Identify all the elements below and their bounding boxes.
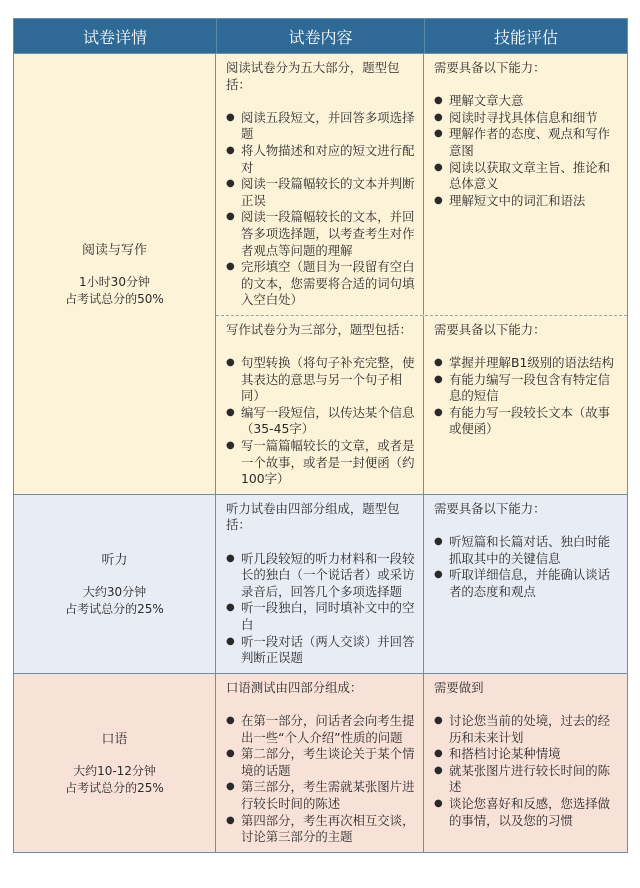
content-intro: 听力试卷由四部分组成，题型包括： xyxy=(226,500,400,533)
bullet-icon: ● xyxy=(434,714,443,726)
list-item: ● 听几段较短的听力材料和一段较长的独白（一个说话者）或采访录音后，回答几个多项选择题 xyxy=(226,550,415,599)
section-info xyxy=(14,674,216,852)
list-item: ● 听一段对话（两人交谈）并回答判断正误题 xyxy=(226,633,415,666)
bullet-icon: ● xyxy=(226,211,235,223)
bullet-icon: ● xyxy=(434,161,443,173)
list-item: ● 听短篇和长篇对话、独白时能抓取其中的关键信息 xyxy=(434,534,611,566)
section-subrows xyxy=(216,54,627,494)
table-row-speaking xyxy=(14,673,627,852)
list-item: ● 阅读以获取文章主旨、推论和总体意义 xyxy=(434,159,611,192)
content-cell xyxy=(216,495,424,673)
skills-cell xyxy=(424,54,627,315)
bullet-icon: ● xyxy=(226,781,235,793)
list-item: ● 理解作者的态度、观点和写作意图 xyxy=(434,126,611,158)
exam-table xyxy=(13,18,628,853)
section-duration-weight: 1小时30分钟 占考试总分的50% xyxy=(65,275,164,307)
content-cell xyxy=(216,316,424,494)
bullet-icon: ● xyxy=(226,714,235,726)
list-item: ● 讨论您当前的处境，过去的经历和未来计划 xyxy=(434,712,611,745)
list-item: ● 完形填空（题目为一段留有空白的文本，您需要将合适的词句填入空白处） xyxy=(226,259,415,308)
list-item: ● 第四部分，考生再次相互交谈，讨论第三部分的主题 xyxy=(226,812,415,845)
bullet-icon: ● xyxy=(434,764,443,776)
list-item: ● 理解文章大意 xyxy=(434,93,524,109)
header-skills-assessment: 技能评估 xyxy=(424,19,627,53)
section-info xyxy=(14,54,216,494)
list-item: ● 第三部分，考生需就某张图片进行较长时间的陈述 xyxy=(226,779,415,811)
section-duration-weight: 大约30分钟 占考试总分的25% xyxy=(65,585,164,617)
section-info xyxy=(14,495,216,673)
list-item: ● 理解短文中的词汇和语法 xyxy=(434,192,586,208)
table-row-listening xyxy=(14,494,627,673)
list-item: ● 阅读一段篇幅较长的文本，并回答多项选择题，以考查考生对作者观点等问题的理解 xyxy=(226,209,415,258)
bullet-icon: ● xyxy=(226,261,235,273)
list-item: ● 和搭档讨论某种情境 xyxy=(434,746,561,762)
table-header xyxy=(14,19,627,53)
skills-intro: 需要具备以下能力： xyxy=(434,60,546,75)
skills-cell xyxy=(424,316,627,494)
content-intro: 口语测试由四部分组成： xyxy=(226,679,363,695)
bullet-icon: ● xyxy=(434,357,443,369)
skills-cell xyxy=(424,674,627,852)
subrow-reading xyxy=(216,54,627,315)
bullet-icon: ● xyxy=(434,128,443,140)
bullet-icon: ● xyxy=(434,748,443,760)
section-title: 阅读与写作 xyxy=(81,243,147,259)
list-item: ● 阅读时寻找具体信息和细节 xyxy=(434,109,598,125)
bullet-icon: ● xyxy=(226,748,235,760)
bullet-icon: ● xyxy=(434,406,443,418)
bullet-icon: ● xyxy=(434,797,443,809)
bullet-icon: ● xyxy=(226,144,235,156)
bullet-icon: ● xyxy=(434,194,443,206)
list-item: ● 第二部分，考生谈论关于某个情境的话题 xyxy=(226,746,415,778)
bullet-icon: ● xyxy=(434,373,443,385)
list-item: ● 将人物描述和对应的短文进行配对 xyxy=(226,142,415,175)
bullet-icon: ● xyxy=(434,111,443,123)
list-item: ● 有能力编写一段包含有特定信息的短信 xyxy=(434,371,611,404)
bullet-icon: ● xyxy=(226,602,235,614)
content-intro: 写作试卷分为三部分，题型包括： xyxy=(226,321,412,337)
bullet-icon: ● xyxy=(434,569,443,581)
list-item: ● 听取详细信息，并能确认谈话者的态度和观点 xyxy=(434,567,611,599)
content-cell xyxy=(216,54,424,315)
list-item: ● 谈论您喜好和反感，您选择做的事情，以及您的习惯 xyxy=(434,795,611,828)
skills-intro: 需要具备以下能力： xyxy=(434,500,546,516)
list-item: ● 编写一段短信，以传达某个信息（35-45字） xyxy=(226,404,415,437)
bullet-icon: ● xyxy=(226,111,235,123)
list-item: ● 就某张图片进行较长时间的陈述 xyxy=(434,762,611,795)
list-item: ● 掌握并理解B1级别的语法结构 xyxy=(434,355,615,371)
bullet-icon: ● xyxy=(226,635,235,647)
content-cell xyxy=(216,674,424,852)
bullet-icon: ● xyxy=(226,406,235,418)
section-title: 听力 xyxy=(101,553,128,569)
skills-intro: 需要具备以下能力： xyxy=(434,321,546,337)
list-item: ● 句型转换（将句子补充完整，使其表达的意思与另一个句子相同） xyxy=(226,355,415,404)
bullet-icon: ● xyxy=(226,178,235,190)
bullet-icon: ● xyxy=(226,552,235,564)
section-title: 口语 xyxy=(101,732,128,748)
list-item: ● 阅读一段篇幅较长的文本并判断正误 xyxy=(226,176,415,208)
skills-intro: 需要做到 xyxy=(434,679,484,695)
skills-cell xyxy=(424,495,627,673)
bullet-icon: ● xyxy=(434,95,443,107)
section-duration-weight: 大约10-12分钟 占考试总分的25% xyxy=(65,764,164,796)
table-row-reading-writing xyxy=(14,53,627,494)
header-exam-content: 试卷内容 xyxy=(216,19,424,53)
subrow-writing xyxy=(216,315,627,494)
bullet-icon: ● xyxy=(226,440,235,452)
bullet-icon: ● xyxy=(226,357,235,369)
list-item: ● 听一段独白，同时填补文中的空白 xyxy=(226,600,415,632)
content-intro: 阅读试卷分为五大部分，题型包括： xyxy=(226,60,400,92)
bullet-icon: ● xyxy=(434,536,443,548)
list-item: ● 写一篇篇幅较长的文章，或者是一个故事，或者是一封便函（约100字） xyxy=(226,438,415,487)
bullet-icon: ● xyxy=(226,814,235,826)
header-exam-details: 试卷详情 xyxy=(82,27,147,47)
list-item: ● 阅读五段短文，并回答多项选择题 xyxy=(226,109,415,142)
list-item: ● 在第一部分，问话者会向考生提出一些“个人介绍”性质的问题 xyxy=(226,712,415,745)
list-item: ● 有能力写一段较长文本（故事或便函） xyxy=(434,404,611,437)
